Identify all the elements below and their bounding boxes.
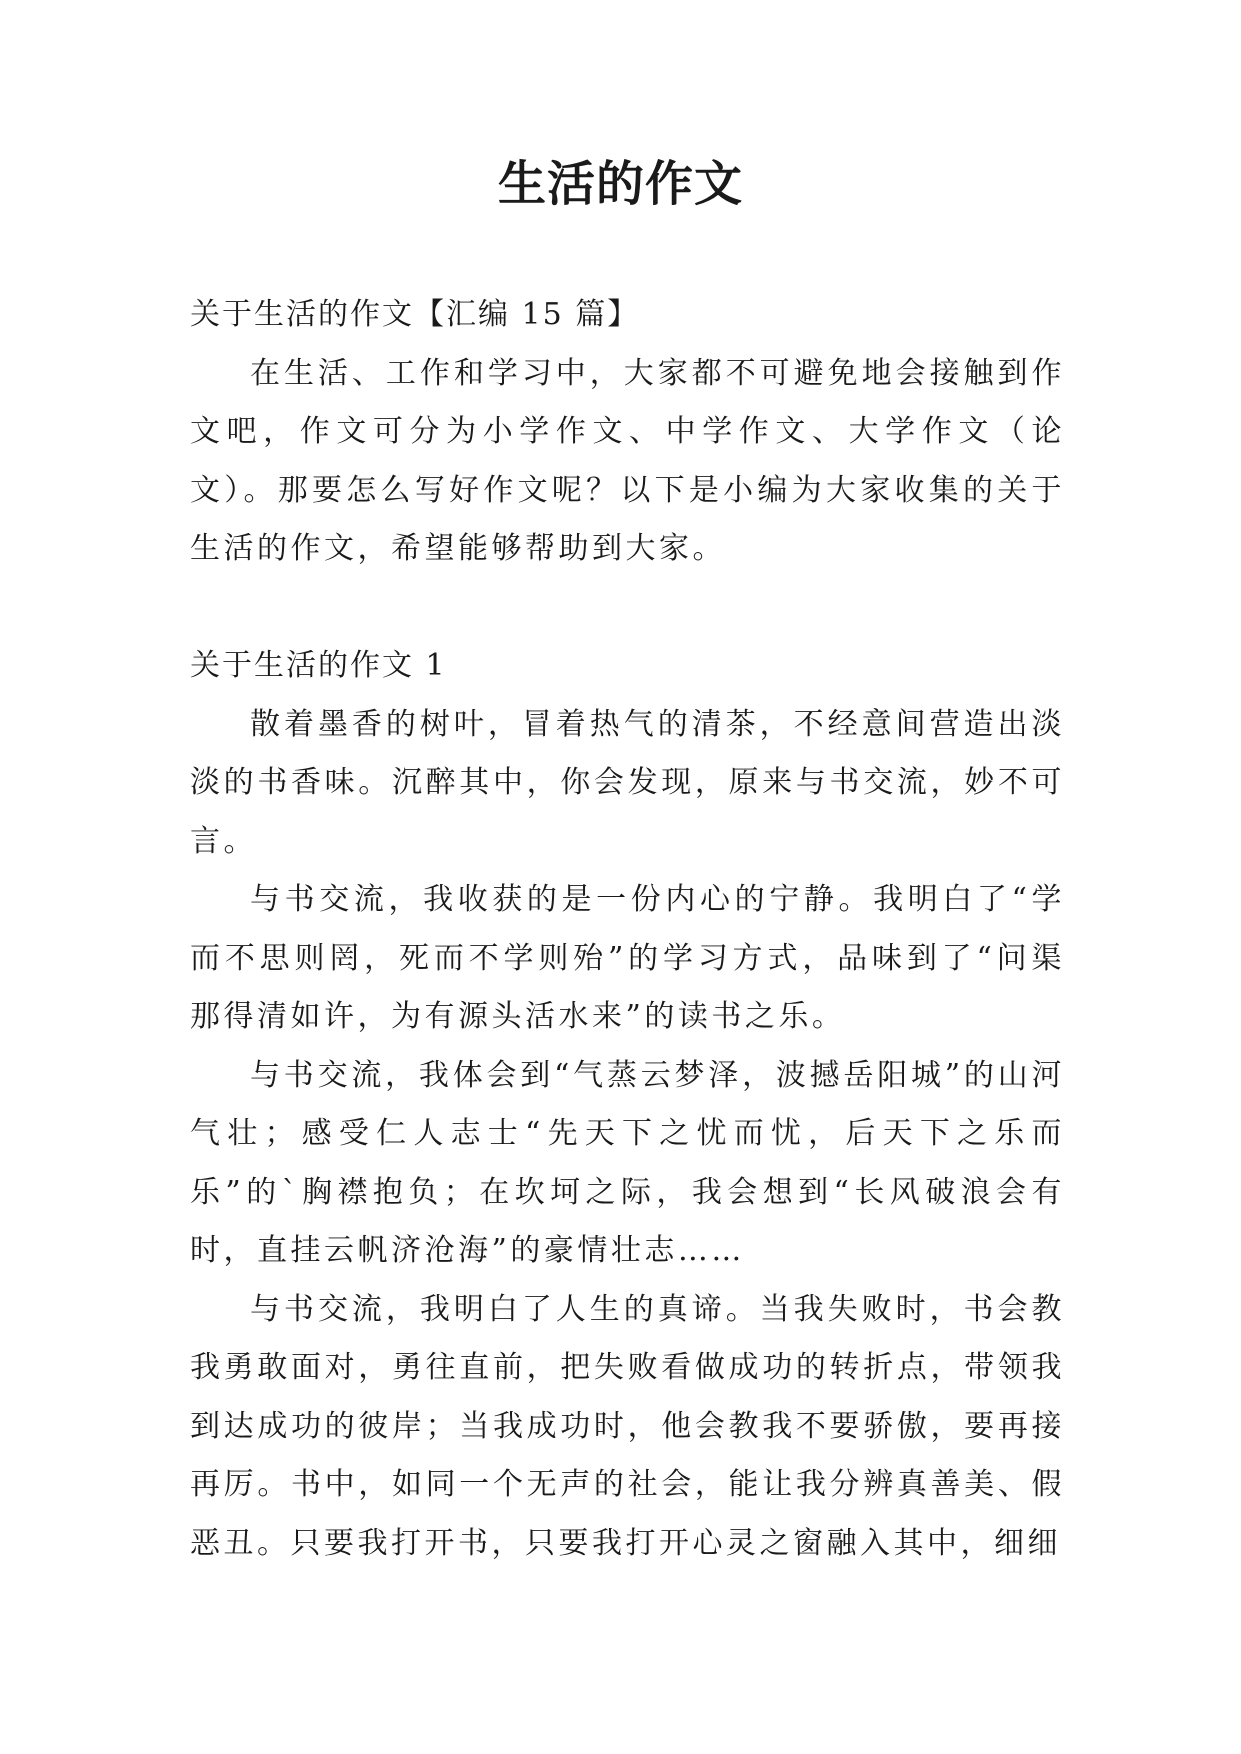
essay-1-paragraph-1: 散着墨香的树叶，冒着热气的清茶，不经意间营造出淡淡的书香味。沉醉其中，你会发现，原来与书交流，妙不可言。 bbox=[190, 706, 1065, 859]
essay-1-paragraph-3: 与书交流，我体会到“气蒸云梦泽，波撼岳阳城”的山河气壮；感受仁人志士“先天下之忧而忧，后天下之乐而乐”的`胸襟抱负；在坎坷之际，我会想到“长风破浪会有时，直挂云帆济沧海”的豪情壮志…… bbox=[190, 1057, 1065, 1268]
section-spacer bbox=[190, 579, 1065, 638]
collection-heading: 关于生活的作文【汇编 15 篇】 bbox=[190, 297, 640, 332]
intro-paragraph: 在生活、工作和学习中，大家都不可避免地会接触到作文吧，作文可分为小学作文、中学作文、大学作文（论文）。那要怎么写好作文呢？以下是小编为大家收集的关于生活的作文，希望能够帮助到大家。 bbox=[190, 355, 1065, 566]
essay-1-paragraph-4: 与书交流，我明白了人生的真谛。当我失败时，书会教我勇敢面对，勇往直前，把失败看做成功的转折点，带领我到达成功的彼岸；当我成功时，他会教我不要骄傲，要再接再厉。书中，如同一个无声的社会，能让我分辨真善美、假恶丑。只要我打开书，只要我打开心灵之窗融入其中，细细 bbox=[190, 1291, 1065, 1561]
essay-1-paragraph-2: 与书交流，我收获的是一份内心的宁静。我明白了“学而不思则罔，死而不学则殆”的学习方式，品味到了“问渠那得清如许，为有源头活水来”的读书之乐。 bbox=[190, 882, 1065, 1034]
document-body bbox=[190, 286, 1065, 1573]
document-title: 生活的作文 bbox=[497, 156, 743, 212]
essay-1-heading: 关于生活的作文 1 bbox=[190, 648, 447, 683]
